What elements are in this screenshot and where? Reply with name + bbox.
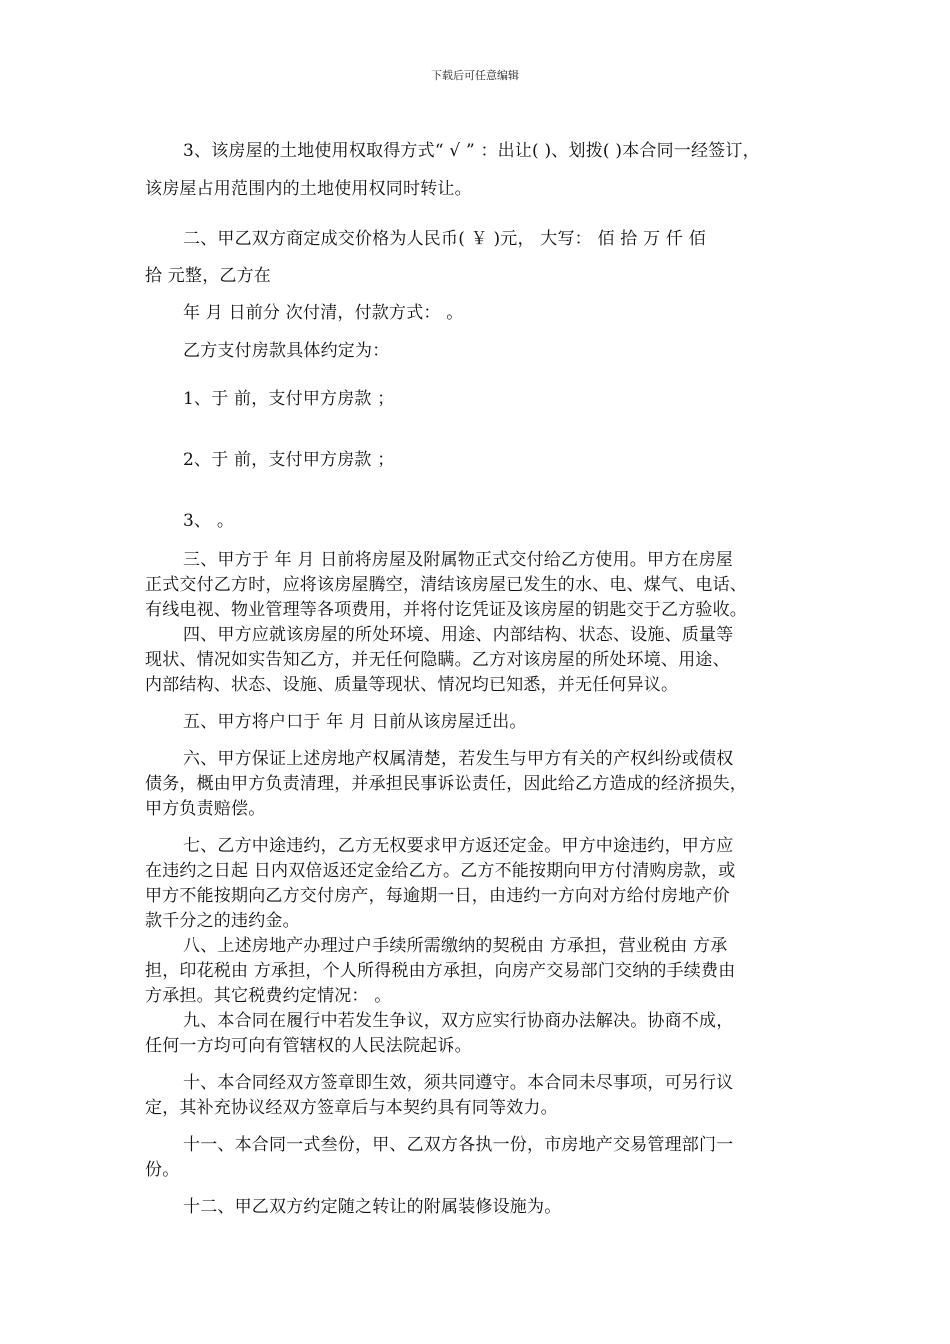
payment-item-2: 2、于 前，支付甲方房款 ；	[183, 450, 395, 470]
clause-four-line-3: 内部结构、状态、设施、质量等现状、情况均已知悉，并无任何异议。	[145, 675, 679, 695]
clause-2-line-1: 二、甲乙双方商定成交价格为人民币( ￥ )元， 大写： 佰 拾 万 仟 佰	[183, 229, 706, 249]
clause-five: 五、甲方将户口于 年 月 日前从该房屋迁出。	[183, 712, 527, 732]
clause-eight-line-3: 方承担。其它税费约定情况： 。	[145, 986, 392, 1006]
clause-eleven-line-2: 份。	[145, 1160, 180, 1180]
clause-2-line-2: 拾 元整，乙方在	[145, 266, 272, 286]
clause-ten-line-2: 定，其补充协议经双方签章后与本契约具有同等效力。	[145, 1098, 558, 1118]
clause-eleven-line-1: 十一、本合同一式叁份，甲、乙双方各执一份，市房地产交易管理部门一	[183, 1135, 734, 1155]
clause-3-line-2: 该房屋占用范围内的土地使用权同时转让。	[145, 179, 472, 199]
clause-3-line-1: 3、该房屋的土地使用权取得方式“ √ ” ：出让( )、划拨( )本合同一经签订，	[183, 141, 760, 161]
clause-three-line-3: 有线电视、物业管理等各项费用，并将付讫凭证及该房屋的钥匙交于乙方验收。	[145, 600, 747, 620]
clause-seven-line-4: 款千分之的违约金。	[145, 911, 300, 931]
clause-six-line-3: 甲方负责赔偿。	[145, 799, 266, 819]
clause-seven-line-2: 在违约之日起 日内双倍返还定金给乙方。乙方不能按期向甲方付清购房款，或	[145, 861, 736, 881]
payment-terms-heading: 乙方支付房款具体约定为：	[183, 341, 390, 361]
clause-six-line-1: 六、甲方保证上述房地产权属清楚，若发生与甲方有关的产权纠纷或债权	[183, 749, 734, 769]
page-header: 下载后可任意编辑	[431, 69, 519, 82]
clause-six-line-2: 债务，概由甲方负责清理，并承担民事诉讼责任，因此给乙方造成的经济损失，	[145, 774, 747, 794]
clause-eight-line-1: 八、上述房地产办理过户手续所需缴纳的契税由 方承担，营业税由 方承	[183, 936, 728, 956]
clause-four-line-2: 现状、情况如实告知乙方，并无任何隐瞒。乙方对该房屋的所处环境、用途、	[145, 650, 730, 670]
clause-three-line-1: 三、甲方于 年 月 日前将房屋及附属物正式交付给乙方使用。甲方在房屋	[183, 550, 734, 570]
clause-eight-line-2: 担，印花税由 方承担，个人所得税由方承担，向房产交易部门交纳的手续费由	[145, 961, 736, 981]
clause-four-line-1: 四、甲方应就该房屋的所处环境、用途、内部结构、状态、设施、质量等	[183, 625, 734, 645]
clause-three-line-2: 正式交付乙方时，应将该房屋腾空，清结该房屋已发生的水、电、煤气、电话、	[145, 575, 747, 595]
payment-item-1: 1、于 前，支付甲方房款 ；	[183, 389, 395, 409]
clause-seven-line-1: 七、乙方中途违约，乙方无权要求甲方返还定金。甲方中途违约，甲方应	[183, 836, 734, 856]
clause-seven-line-3: 甲方不能按期向乙方交付房产，每逾期一日，由违约一方向对方给付房地产价	[145, 886, 730, 906]
clause-nine-line-2: 任何一方均可向有管辖权的人民法院起诉。	[145, 1036, 472, 1056]
clause-twelve: 十二、甲乙双方约定随之转让的附属装修设施为。	[183, 1197, 562, 1217]
clause-2-line-3: 年 月 日前分 次付清，付款方式： 。	[183, 303, 464, 323]
clause-nine-line-1: 九、本合同在履行中若发生争议，双方应实行协商办法解决。协商不成，	[183, 1011, 734, 1031]
clause-ten-line-1: 十、本合同经双方签章即生效，须共同遵守。本合同未尽事项，可另行议	[183, 1073, 734, 1093]
payment-item-3: 3、 。	[183, 511, 235, 531]
